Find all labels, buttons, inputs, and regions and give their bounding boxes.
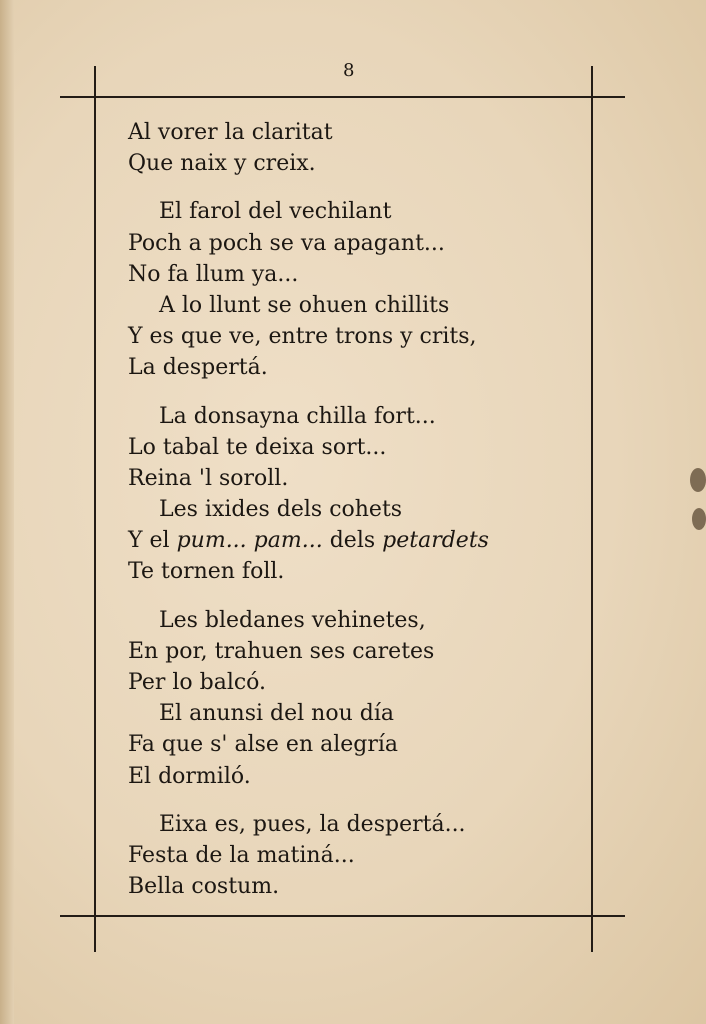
verse-line-mixed <box>128 525 568 556</box>
verse-line: No fa llum ya... <box>128 261 299 287</box>
verse-line: La donsayna chilla fort... <box>159 403 436 429</box>
page-number: 8 <box>343 60 355 81</box>
poem-body <box>128 117 568 902</box>
verse-text-italic: petardets <box>382 528 489 554</box>
verse-line: Poch a poch se va apagant... <box>128 230 445 256</box>
verse-line: El farol del vechilant <box>159 199 392 225</box>
verse-line: Les ixides dels cohets <box>159 497 403 523</box>
verse-text: Y el <box>128 528 177 554</box>
verse-line: La despertá. <box>128 355 268 381</box>
stanza <box>128 117 568 179</box>
verse-line: Eixa es, pues, la despertá... <box>159 811 466 837</box>
verse-line: Festa de la matiná... <box>128 842 355 868</box>
verse-line: El dormiló. <box>128 763 251 789</box>
stanza <box>128 605 568 792</box>
verse-line: Lo tabal te deixa sort... <box>128 434 387 460</box>
frame-left-rule <box>94 66 96 952</box>
verse-line: Y es que ve, entre trons y crits, <box>128 324 477 350</box>
stanza <box>128 196 568 383</box>
stanza <box>128 401 568 588</box>
verse-line: Te tornen foll. <box>128 559 285 585</box>
verse-line: En por, trahuen ses caretes <box>128 638 435 664</box>
verse-line: Bella costum. <box>128 874 280 900</box>
frame-bottom-rule <box>60 915 625 917</box>
verse-text: dels <box>322 528 383 554</box>
verse-line: Reina 'l soroll. <box>128 465 289 491</box>
frame-right-rule <box>591 66 593 952</box>
verse-line: El anunsi del nou día <box>159 701 394 727</box>
verse-text-italic: pum... pam... <box>176 528 323 554</box>
verse-line: Per lo balcó. <box>128 670 267 695</box>
verse-line: Que naix y creix. <box>128 151 316 177</box>
verse-line: Fa que s' alse en alegría <box>128 732 399 758</box>
frame-top-rule <box>60 96 625 98</box>
paper-stain <box>692 508 706 530</box>
paper-stain <box>690 468 706 492</box>
verse-line: A lo llunt se ohuen chillits <box>159 292 450 318</box>
verse-line: Les bledanes vehinetes, <box>159 607 426 633</box>
verse-line: Al vorer la claritat <box>128 120 333 145</box>
stanza <box>128 809 568 903</box>
book-spine-edge <box>0 0 14 1024</box>
